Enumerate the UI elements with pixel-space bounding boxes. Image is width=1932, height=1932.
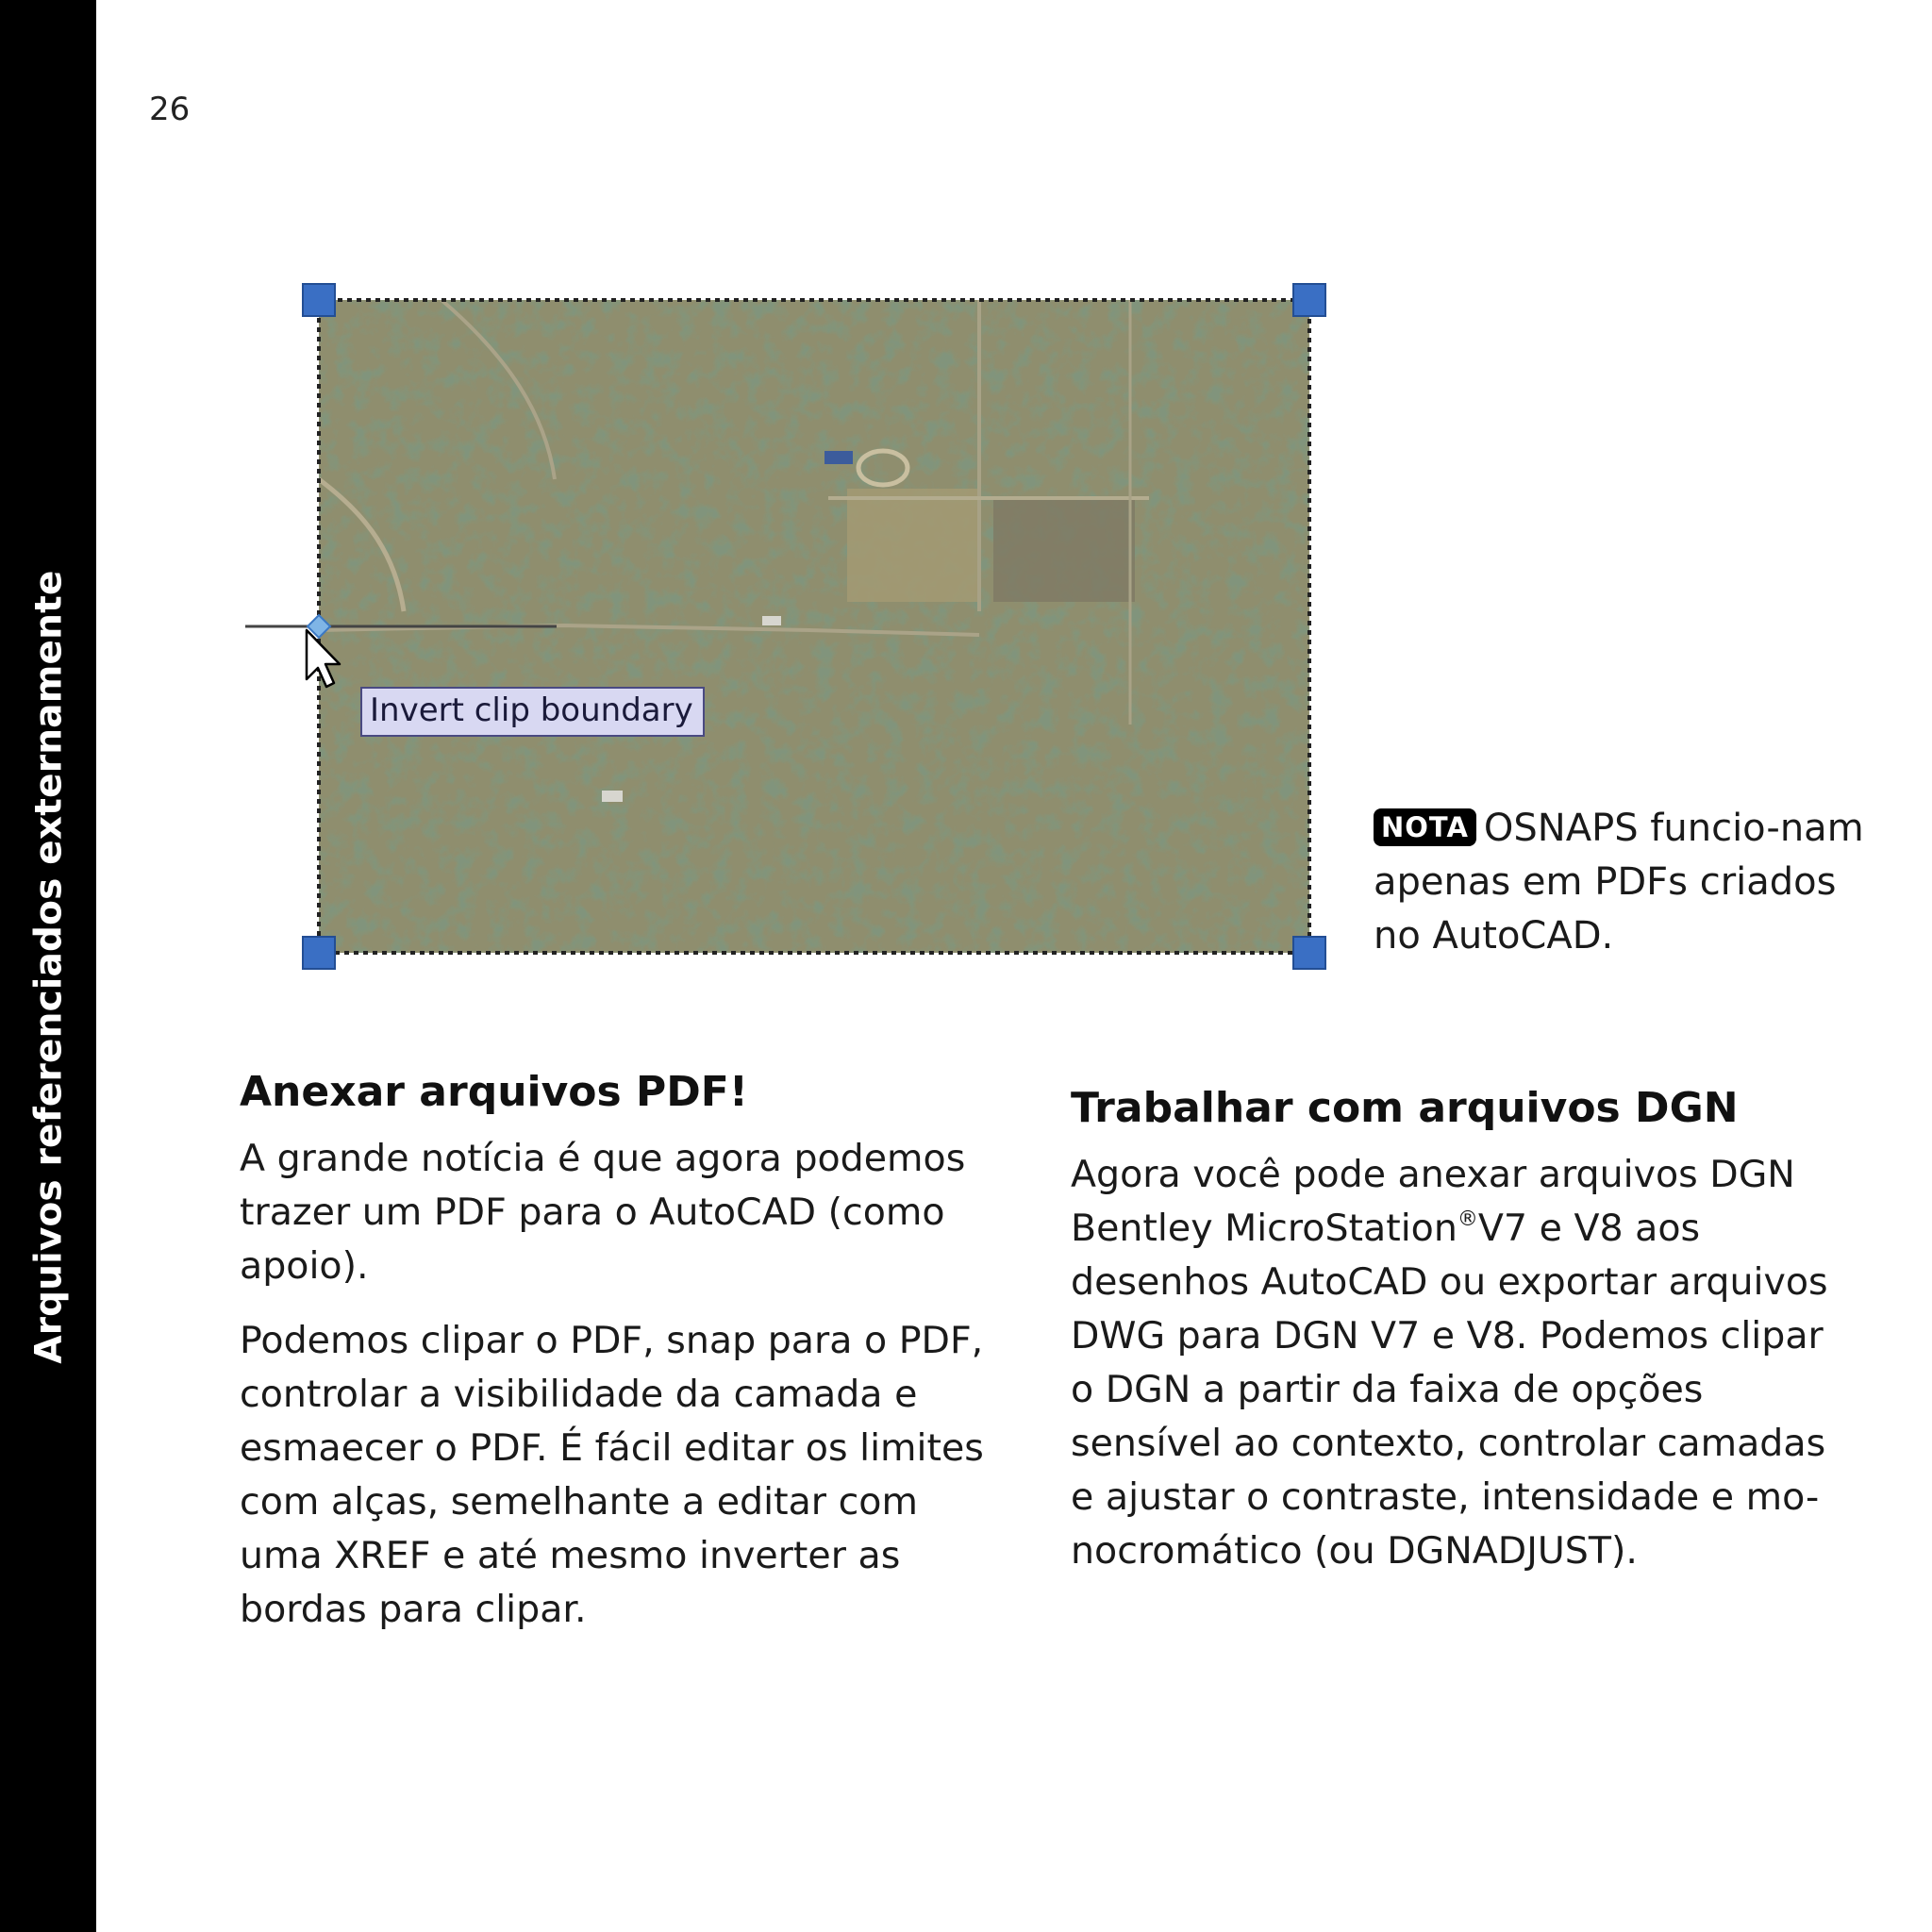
note-text: OSNAPS funcio-nam apenas em PDFs criados no AutoCAD. [1374, 807, 1864, 958]
dgn-paragraph-end: V7 e V8 aos desenhos AutoCAD ou exportar arquivos DWG para DGN V7 e V8. Podemos clipar o DGN a partir da faixa de opções sensível ao contexto, controlar camadas e ajustar o contraste, intensidade e mo-nocromático (ou DGNADJUST). [1071, 1207, 1828, 1573]
note-badge: NOTA [1374, 808, 1476, 846]
pdf-paragraph-1: A grande notícia é que agora podemos trazer um PDF para o AutoCAD (como apoio). [240, 1137, 966, 1288]
pdf-section-heading: Anexar arquivos PDF! [240, 1068, 748, 1116]
dgn-paragraph-start: Agora você pode anexar arquivos DGN Bentley MicroStation [1071, 1153, 1795, 1250]
chapter-side-title: Arquivos referenciados externamente [27, 570, 71, 1364]
page-number: 26 [149, 91, 191, 128]
right-column [1071, 1080, 1844, 1599]
grip-bottom-right [1293, 937, 1325, 969]
aerial-photo [236, 283, 1340, 981]
pdf-paragraph-2: Podemos clipar o PDF, snap para o PDF, controlar a visibilidade da camada e esmaecer o PDF. É fácil editar os limites com alças, semelhante a editar com uma XREF e até mesmo inverter as bordas para clipar. [240, 1319, 984, 1631]
left-column [240, 1064, 994, 1657]
grip-bottom-left [303, 937, 335, 969]
registered-mark: ® [1457, 1208, 1478, 1231]
dgn-paragraph [1071, 1148, 1844, 1578]
dgn-section-heading: Trabalhar com arquivos DGN [1071, 1084, 1739, 1132]
grip-top-left [303, 284, 335, 316]
pdf-clip-figure [236, 283, 1340, 981]
note-box [1374, 802, 1864, 963]
invert-clip-boundary-tooltip: Invert clip boundary [360, 687, 705, 737]
grip-top-right [1293, 284, 1325, 316]
